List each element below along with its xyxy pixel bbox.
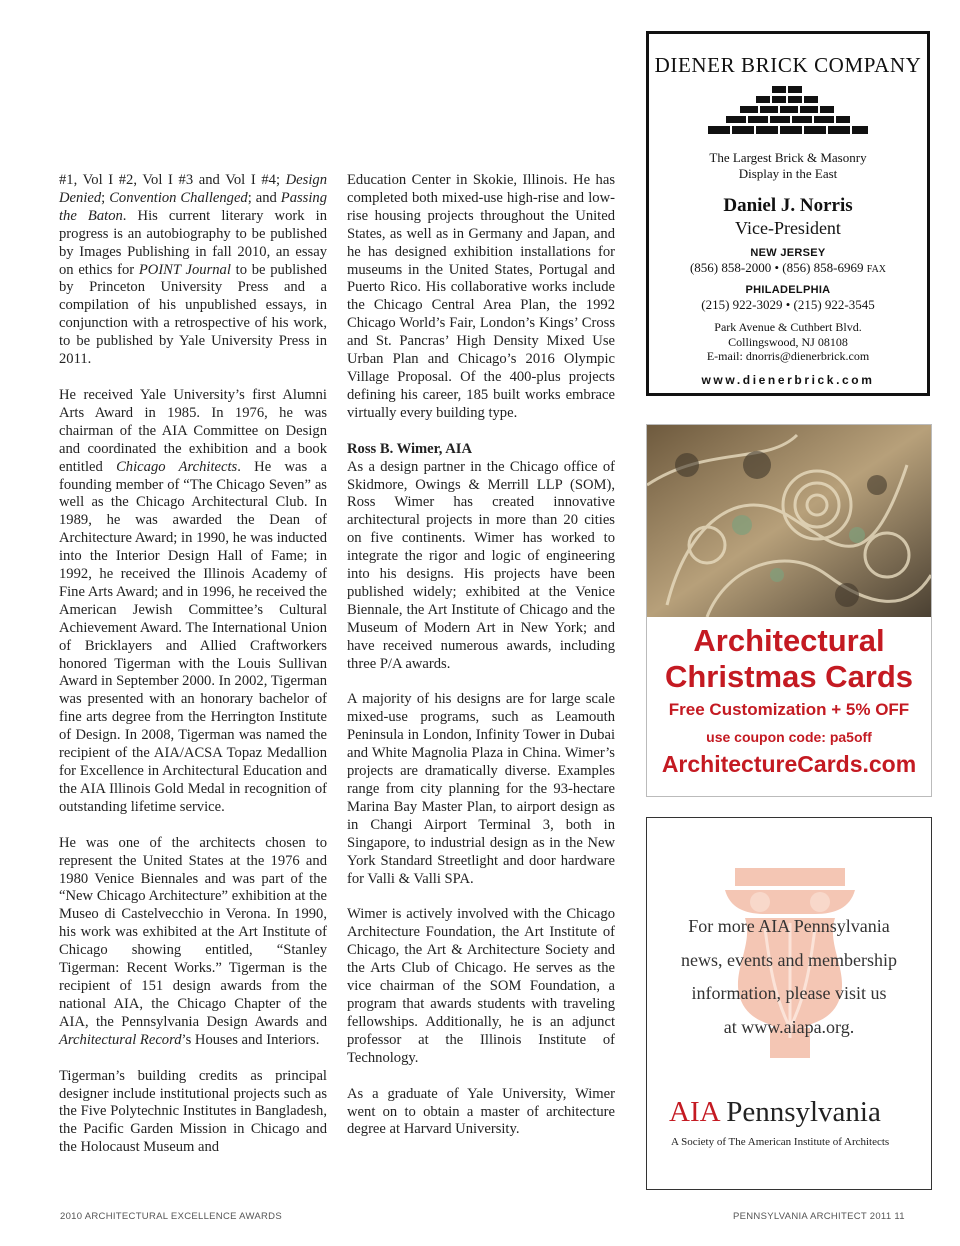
footer-publication-section: 2010 ARCHITECTURAL EXCELLENCE AWARDS (60, 1211, 282, 1222)
tagline: The Largest Brick & Masonry Display in the East (709, 150, 867, 181)
paragraph: As a graduate of Yale University, Wimer went on to obtain a master of architecture degree at Harvard University. (347, 1085, 615, 1138)
paragraph: #1, Vol I #2, Vol I #3 and Vol I #4; Design Denied; Convention Challenged; and Passing the Baton. His current literary work in progress is an autobiography to be published by Images Publishing in fall 2010, an essay on ethics for POINT Journal to be published by Princeton University Press and a compilation of his unpublished essays, in conjunction with a retrospective of his work, to be published by Yale University Press in 2011. (59, 172, 328, 368)
footer-page-number: PENNSYLVANIA ARCHITECT 2011 11 (733, 1211, 905, 1222)
contact-name: Daniel J. Norris (723, 195, 853, 216)
coupon-text: use coupon code: pa5off (706, 729, 872, 745)
brick-pyramid-logo (708, 86, 868, 146)
phone-nj: (856) 858-2000 • (856) 858-6969 FAX (689, 260, 887, 275)
aia-pennsylvania-logo: AIA Pennsylvania (669, 1096, 881, 1128)
article-column-middle (347, 172, 615, 1139)
paragraph: A majority of his designs are for large scale mixed-use programs, such as Leamouth Peninsula in London, Infinity Tower in Dubai and White Magnolia Plaza in China. Wimer’s projects are dramatically diverse. Examples range from city planning for the 93-hectare Marina Bay Master Plan, to airport design as in Changi Airport Terminal 3, both in Singapore, to industrial design as in the New York Standard Streetlight and door hardware for Valli & Valli SPA. (347, 691, 615, 887)
wimer-section: Ross B. Wimer, AIA As a design partner in the Chicago office of Skidmore, Owings & Merrill LLP (SOM), Ross Wimer has created innovative architectural projects in more than 20 cities on five continents. Wimer has worked to integrate the rigor and logic of engineering into his designs. His projects have been published widely; exhibited at the Venice Biennale, the Art Institute of Chicago and the Museum of Modern Art in New York; and have received numerous awards, including three P/A awards. (347, 440, 615, 672)
ornamental-architecture-image (647, 425, 931, 617)
paragraph: Education Center in Skokie, Illinois. He has completed both mixed-use high-rise and low-rise housing projects throughout the United States, as well as in Germany and Japan, and he has designed exhibition installations for museums in the United States, Portugal and Puerto Rico. His collaborative works include the Chicago Central Area Plan, the 1992 Chicago World’s Fair, London’s Kings’ Cross and St. Pancras’ High Density Mixed Use Urban Plan and Chicago’s 2016 Olympic Village Proposal. Of the 400-plus projects defining his career, 185 built works embrace virtually every building type. (347, 172, 615, 421)
address: Park Avenue & Cuthbert Blvd. Collingswood, NJ 08108 E-mail: dnorris@dienerbrick.com (706, 320, 870, 363)
paragraph: Tigerman’s building credits as principal designer include institutional projects such as the Five Polytechnic Institutes in Bangladesh, the Pacific Garden Mission in Chicago and the Holocaust Museum and (59, 1067, 327, 1156)
aia-message: For more AIA Pennsylvania news, events and membership information, please visit us at www.aiapa.org. (681, 916, 897, 1037)
promo-text: Free Customization + 5% OFF (668, 700, 910, 719)
region-label-nj: NEW JERSEY (750, 247, 826, 259)
company-name: DIENER BRICK COMPANY (654, 53, 922, 77)
ad-headline: Architectural Christmas Cards (664, 623, 914, 694)
paragraph: He received Yale University’s first Alumni Arts Award in 1985. In 1976, he was chairman of the AIA Committee on Design and coordinated the exhibition and a book entitled Chicago Architects. He was a founding member of “The Chicago Seven” as well as the Chicago Architectural Club. In 1989, he was awarded the Dean of Architecture Award; in 1990, he was inducted into the Interior Design Hall of Fame; in 1992, he received the Illinois Academy of Fine Arts Award; and in 1996, he received the American Jewish Committee’s Cultural Achievement Award. The International Union of Bricklayers and Allied Craftworkers honored Tigerman with the Louis Sullivan Award in September 2000. In 2002, Tigerman was presented with an honorary bachelor of fine arts degree from the Herrington Institute of Design. In 2008, Tigerman was named the recipient of the AIA/ACSA Topaz Medallion for Excellence in Architectural Education and the AIA Illinois Gold Medal in recognition of outstanding lifetime service. (59, 386, 327, 815)
diener-brick-ad (646, 31, 930, 396)
section-heading: Ross B. Wimer, AIA (347, 440, 473, 457)
website-link[interactable]: www.dienerbrick.com (701, 372, 875, 387)
aia-subtitle: A Society of The American Institute of Architects (671, 1136, 890, 1148)
cards-website-link[interactable]: ArchitectureCards.com (661, 751, 917, 777)
christmas-cards-ad[interactable] (646, 424, 932, 797)
article-column-left (59, 172, 327, 1157)
contact-title: Vice-President (735, 218, 841, 238)
email-link[interactable]: E-mail: dnorris@dienerbrick.com (706, 349, 870, 363)
aia-pennsylvania-ad (646, 817, 932, 1190)
region-label-pa: PHILADELPHIA (745, 284, 831, 296)
paragraph: Wimer is actively involved with the Chicago Architecture Foundation, the Art Institute of Chicago, the Art & Architecture Society and the Arts Club of Chicago. He serves as the vice chairman of the SOM Foundation, a program that awards students with traveling fellowships. Additionally, he is an adjunct professor at the Illinois Institute of Technology. (347, 906, 615, 1066)
paragraph: He was one of the architects chosen to represent the United States at the 1976 and 1980 Venice Biennales and was part of the “New Chicago Architecture” exhibition at the Museo di Castelvecchio in Verona. In 1990, his work was exhibited at the Art Institute of Chicago showing entitled, “Stanley Tigerman: Recent Works.” Tigerman is the recipient of 151 design awards from the national AIA, the Chicago Chapter of the AIA, the Pennsylvania Design Awards and Architectural Record’s Houses and Interiors. (59, 834, 327, 1048)
phone-pa: (215) 922-3029 • (215) 922-3545 (701, 297, 875, 312)
